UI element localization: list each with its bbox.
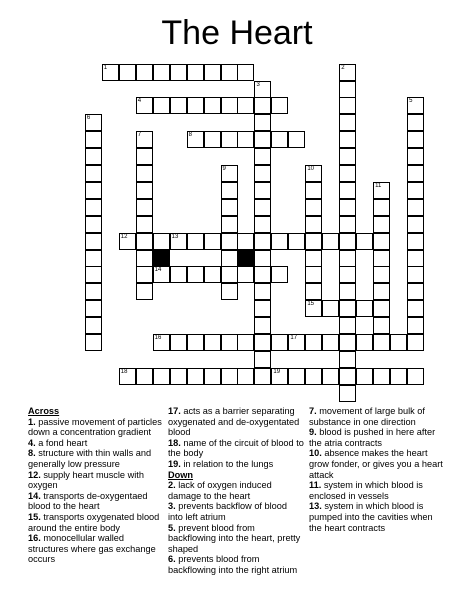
clue-number: 12: [120, 233, 128, 240]
crossword-cell[interactable]: [339, 97, 356, 114]
crossword-cell[interactable]: [170, 368, 187, 385]
clue-number-label: 13.: [309, 501, 322, 512]
crossword-cell[interactable]: [407, 317, 424, 334]
crossword-cell[interactable]: [187, 368, 204, 385]
crossword-cell[interactable]: [356, 334, 373, 351]
crossword-cell[interactable]: [204, 64, 221, 81]
crossword-cell[interactable]: [305, 334, 322, 351]
clue-text: prevent blood from backflowing into the heart, pretty shaped: [168, 522, 301, 554]
clue-number: 13: [171, 233, 179, 240]
crossword-cell[interactable]: [136, 250, 153, 267]
crossword-cell[interactable]: [136, 266, 153, 283]
clue-text: acts as a barrier separating oxygenated and de-oxygentated blood: [168, 406, 300, 438]
crossword-cell[interactable]: [373, 283, 390, 300]
crossword-cell[interactable]: [339, 165, 356, 182]
clue-text: transports de-oxygentaed blood to the heart: [28, 490, 148, 512]
clue-number-label: 5.: [168, 522, 176, 533]
crossword-cell[interactable]: [407, 250, 424, 267]
crossword-cell[interactable]: [85, 250, 102, 267]
crossword-cell[interactable]: [153, 97, 170, 114]
clue-text: structure with thin walls and generally low pressure: [28, 448, 152, 469]
crossword-cell[interactable]: [221, 334, 238, 351]
crossword-cell[interactable]: [390, 334, 407, 351]
clue-number: 9: [222, 166, 226, 172]
crossword-cell[interactable]: [271, 334, 288, 351]
clue-number-label: 7.: [309, 406, 317, 416]
crossword-cell[interactable]: [407, 165, 424, 182]
clue-item: [28, 417, 162, 438]
crossword-cell[interactable]: [187, 233, 204, 250]
clue-number: 17: [290, 335, 298, 341]
crossword-cell[interactable]: [221, 199, 238, 216]
crossword-cell[interactable]: [254, 334, 271, 351]
crossword-cell[interactable]: [221, 97, 238, 114]
clue-item: [309, 427, 447, 448]
crossword-cell[interactable]: [221, 266, 238, 283]
crossword-cell[interactable]: [170, 64, 187, 81]
clue-number: 19: [273, 368, 281, 375]
crossword-cell[interactable]: [85, 334, 102, 351]
clue-number: 1: [103, 64, 108, 71]
crossword-cell[interactable]: [204, 266, 221, 283]
crossword-cell[interactable]: [407, 216, 424, 233]
clue-item: [168, 554, 304, 575]
crossword-cell[interactable]: [407, 148, 424, 165]
clue-number-label: 18.: [168, 437, 181, 448]
crossword-cell[interactable]: [288, 233, 305, 250]
crossword-cell[interactable]: [85, 233, 102, 250]
crossword-cell[interactable]: [221, 131, 238, 148]
crossword-cell[interactable]: [271, 368, 288, 385]
clue-item: [28, 512, 162, 533]
crossword-cell[interactable]: [322, 233, 339, 250]
crossword-cell[interactable]: [170, 266, 187, 283]
crossword-cell[interactable]: [85, 148, 102, 165]
clue-text: name of the circuit of blood to the body: [168, 437, 304, 459]
crossword-cell[interactable]: [85, 266, 102, 283]
clue-number: 6: [86, 115, 91, 122]
clue-item: [309, 406, 447, 427]
crossword-cell[interactable]: [339, 199, 356, 216]
clue-text: a fond heart: [35, 437, 88, 448]
crossword-cell[interactable]: [119, 64, 136, 81]
crossword-cell[interactable]: [373, 334, 390, 351]
crossword-cell[interactable]: [187, 97, 204, 114]
crossword-cell[interactable]: [305, 368, 322, 385]
clue-number-label: 4.: [28, 437, 36, 448]
clue-item: [168, 438, 304, 459]
clue-number-label: 11.: [309, 480, 322, 491]
crossword-cell[interactable]: [288, 334, 305, 351]
clue-number-label: 2.: [168, 480, 176, 491]
crossword-cell[interactable]: [221, 283, 238, 300]
clue-text: movement of large bulk of substance in one direction: [309, 406, 425, 427]
crossword-cell[interactable]: [204, 233, 221, 250]
crossword-cell[interactable]: [305, 165, 322, 182]
crossword-cell[interactable]: [170, 97, 187, 114]
clue-item: [168, 501, 304, 522]
crossword-cell[interactable]: [85, 182, 102, 199]
clues-column-middle: [168, 406, 304, 576]
clue-number-label: 14.: [28, 490, 41, 501]
crossword-cell[interactable]: [170, 233, 187, 250]
clue-number: 7: [137, 132, 142, 139]
clue-text: lack of oxygen induced damage to the heart: [168, 480, 272, 501]
crossword-cell[interactable]: [373, 250, 390, 267]
crossword-cell[interactable]: [85, 165, 102, 182]
crossword-cell[interactable]: [237, 97, 254, 114]
crossword-cell[interactable]: [339, 114, 356, 131]
clue-item: [28, 448, 162, 469]
crossword-cell[interactable]: [221, 233, 238, 250]
clue-text: system in which blood is enclosed in vessels: [309, 480, 423, 501]
crossword-cell[interactable]: [254, 148, 271, 165]
crossword-cell[interactable]: [322, 368, 339, 385]
crossword-cell[interactable]: [373, 199, 390, 216]
crossword-cell[interactable]: [204, 368, 221, 385]
crossword-cell[interactable]: [305, 300, 322, 317]
clue-number-label: 16.: [28, 533, 41, 544]
crossword-cell[interactable]: [136, 283, 153, 300]
crossword-cell[interactable]: [305, 216, 322, 233]
clue-text: transports oxygenated blood around the entire body: [28, 511, 160, 533]
crossword-cell[interactable]: [136, 233, 153, 250]
crossword-cell[interactable]: [339, 317, 356, 334]
clue-item: [28, 438, 162, 449]
crossword-cell[interactable]: [136, 216, 153, 233]
crossword-cell[interactable]: [305, 283, 322, 300]
clue-number: 16: [154, 335, 162, 341]
clue-number-label: 1.: [28, 416, 36, 427]
clue-number-label: 3.: [168, 501, 176, 512]
crossword-cell[interactable]: [407, 368, 424, 385]
clue-number: 15: [307, 301, 314, 308]
crossword-cell[interactable]: [407, 97, 424, 114]
clue-number-label: 19.: [168, 458, 181, 469]
clue-item: [309, 501, 447, 533]
crossword-cell[interactable]: [407, 131, 424, 148]
crossword-cell[interactable]: [373, 216, 390, 233]
crossword-cell[interactable]: [407, 233, 424, 250]
crossword-cell[interactable]: [339, 81, 356, 98]
crossword-cell[interactable]: [85, 114, 102, 131]
clues-column-across: [28, 406, 162, 565]
clue-item: [309, 480, 447, 501]
crossword-cell[interactable]: [237, 64, 254, 81]
crossword-cell[interactable]: [407, 266, 424, 283]
clue-item: [168, 480, 304, 501]
clue-number-label: 8.: [28, 448, 36, 459]
crossword-cell[interactable]: [237, 334, 254, 351]
clue-item: [28, 491, 162, 512]
crossword-cell[interactable]: [305, 233, 322, 250]
crossword-cell[interactable]: [237, 131, 254, 148]
crossword-cell[interactable]: [221, 250, 238, 267]
crossword-cell[interactable]: [254, 97, 271, 114]
crossword-cell[interactable]: [136, 165, 153, 182]
crossword-cell[interactable]: [254, 165, 271, 182]
crossword-cell[interactable]: [322, 300, 339, 317]
crossword-cell[interactable]: [204, 334, 221, 351]
crossword-cell[interactable]: [221, 368, 238, 385]
crossword-cell[interactable]: [373, 182, 390, 199]
crossword-cell[interactable]: [305, 182, 322, 199]
crossword-cell[interactable]: [237, 266, 254, 283]
crossword-cell[interactable]: [254, 283, 271, 300]
crossword-cell[interactable]: [136, 368, 153, 385]
crossword-cell[interactable]: [339, 351, 356, 368]
crossword-cell[interactable]: [254, 216, 271, 233]
clue-number: 10: [307, 166, 314, 172]
crossword-cell[interactable]: [254, 81, 271, 98]
crossword-cell[interactable]: [119, 368, 136, 385]
clue-text: prevents backflow of blood into left atrium: [168, 501, 288, 522]
crossword-cell[interactable]: [339, 283, 356, 300]
clue-section-heading: Across: [28, 406, 60, 416]
crossword-cell[interactable]: [254, 351, 271, 368]
crossword-cell[interactable]: [102, 64, 119, 81]
crossword-cell[interactable]: [305, 266, 322, 283]
clue-text: passive movement of particles down a concentration gradient: [28, 416, 162, 438]
crossword-cell[interactable]: [254, 368, 271, 385]
crossword-cell[interactable]: [136, 64, 153, 81]
clue-number: 8: [188, 132, 192, 139]
crossword-cell[interactable]: [407, 300, 424, 317]
crossword-cell[interactable]: [254, 182, 271, 199]
clue-text: absence makes the heart grow fonder, or gives you a heart attack: [309, 448, 443, 480]
crossword-cell[interactable]: [271, 131, 288, 148]
crossword-cell[interactable]: [136, 131, 153, 148]
crossword-cell[interactable]: [136, 148, 153, 165]
clue-text: blood is pushed in here after the atria contracts: [309, 427, 436, 448]
crossword-cell[interactable]: [288, 131, 305, 148]
crossword-cell[interactable]: [85, 199, 102, 216]
crossword-cell[interactable]: [85, 283, 102, 300]
crossword-cell[interactable]: [85, 317, 102, 334]
crossword-cell[interactable]: [373, 368, 390, 385]
crossword-cell[interactable]: [153, 233, 170, 250]
crossword-cell[interactable]: [373, 317, 390, 334]
crossword-cell[interactable]: [187, 131, 204, 148]
clue-number: 5: [409, 98, 413, 105]
crossword-cell[interactable]: [187, 266, 204, 283]
crossword-cell[interactable]: [254, 250, 271, 267]
clue-item: [28, 533, 162, 565]
crossword-cell[interactable]: [322, 334, 339, 351]
crossword-cell[interactable]: [339, 334, 356, 351]
crossword-cell[interactable]: [407, 334, 424, 351]
page-title: The Heart: [161, 14, 313, 52]
crossword-cell[interactable]: [407, 182, 424, 199]
crossword-cell[interactable]: [153, 266, 170, 283]
crossword-cell[interactable]: [305, 250, 322, 267]
clue-number-label: 12.: [28, 469, 41, 480]
crossword-cell[interactable]: [390, 368, 407, 385]
crossword-cell[interactable]: [221, 182, 238, 199]
clue-item: [168, 523, 304, 555]
crossword-cell[interactable]: [407, 283, 424, 300]
crossword-cell[interactable]: [85, 131, 102, 148]
crossword-cell[interactable]: [85, 216, 102, 233]
clue-text: monocellular walled structures where gas exchange occurs: [28, 533, 156, 565]
crossword-cell[interactable]: [136, 199, 153, 216]
clue-text: system in which blood is pumped into the cavities when the heart contracts: [309, 501, 433, 533]
crossword-cell[interactable]: [339, 216, 356, 233]
crossword-cell[interactable]: [254, 300, 271, 317]
clue-number-label: 6.: [168, 554, 176, 565]
crossword-cell[interactable]: [153, 64, 170, 81]
crossword-cell[interactable]: [153, 368, 170, 385]
clue-section-heading: Down: [168, 469, 194, 480]
clue-number: 18: [120, 368, 128, 375]
crossword-cell[interactable]: [356, 300, 373, 317]
crossword-cell[interactable]: [407, 199, 424, 216]
crossword-cell[interactable]: [271, 233, 288, 250]
crossword-cell[interactable]: [221, 216, 238, 233]
crossword-cell[interactable]: [254, 131, 271, 148]
crossword-cell[interactable]: [170, 334, 187, 351]
clue-text: prevents blood from backflowing into the right atrium: [168, 554, 298, 575]
clue-item: [168, 459, 304, 470]
crossword-cell[interactable]: [356, 368, 373, 385]
crossword-cell[interactable]: [339, 182, 356, 199]
crossword-cell[interactable]: [204, 131, 221, 148]
crossword-cell[interactable]: [204, 97, 221, 114]
crossword-cell[interactable]: [339, 300, 356, 317]
clue-number: 14: [154, 267, 162, 274]
clue-number: 2: [341, 64, 345, 71]
clue-number: 3: [256, 81, 260, 88]
crossword-cell[interactable]: [373, 266, 390, 283]
crossword-cell[interactable]: [119, 233, 136, 250]
crossword-cell[interactable]: [254, 114, 271, 131]
crossword-cell[interactable]: [254, 317, 271, 334]
clue-number-label: 15.: [28, 511, 41, 522]
clues-column-right: [309, 406, 447, 533]
clue-number-label: 9.: [309, 427, 317, 438]
crossword-cell[interactable]: [254, 233, 271, 250]
crossword-cell[interactable]: [254, 199, 271, 216]
crossword-cell[interactable]: [221, 64, 238, 81]
crossword-cell[interactable]: [339, 266, 356, 283]
crossword-cell[interactable]: [288, 368, 305, 385]
crossword-cell[interactable]: [407, 114, 424, 131]
crossword-cell[interactable]: [305, 199, 322, 216]
crossword-cell[interactable]: [187, 334, 204, 351]
clue-number-label: 17.: [168, 406, 181, 416]
crossword-cell[interactable]: [339, 148, 356, 165]
crossword-cell[interactable]: [221, 165, 238, 182]
crossword-cell[interactable]: [373, 233, 390, 250]
crossword-cell[interactable]: [271, 97, 288, 114]
crossword-cell[interactable]: [339, 385, 356, 402]
crossword-cell[interactable]: [187, 64, 204, 81]
clue-item: [28, 470, 162, 491]
crossword-cell[interactable]: [339, 233, 356, 250]
clue-item: [168, 406, 304, 438]
crossword-cell[interactable]: [136, 97, 153, 114]
clue-text: in relation to the lungs: [180, 458, 274, 469]
clue-number: 11: [375, 182, 382, 189]
crossword-cell[interactable]: [356, 233, 373, 250]
black-square: [237, 250, 254, 267]
crossword-cell[interactable]: [254, 266, 271, 283]
crossword-cell[interactable]: [153, 334, 170, 351]
black-square: [153, 250, 170, 267]
clue-number-label: 10.: [309, 448, 322, 459]
crossword-cell[interactable]: [339, 250, 356, 267]
crossword-cell[interactable]: [373, 300, 390, 317]
crossword-cell[interactable]: [339, 64, 356, 81]
clue-text: supply heart muscle with oxygen: [28, 469, 144, 491]
crossword-cell[interactable]: [136, 182, 153, 199]
crossword-cell[interactable]: [237, 368, 254, 385]
clue-item: [309, 448, 447, 480]
crossword-cell[interactable]: [339, 368, 356, 385]
crossword-cell[interactable]: [271, 266, 288, 283]
crossword-cell[interactable]: [339, 131, 356, 148]
clue-number: 4: [137, 98, 142, 105]
crossword-cell[interactable]: [85, 300, 102, 317]
crossword-cell[interactable]: [237, 233, 254, 250]
